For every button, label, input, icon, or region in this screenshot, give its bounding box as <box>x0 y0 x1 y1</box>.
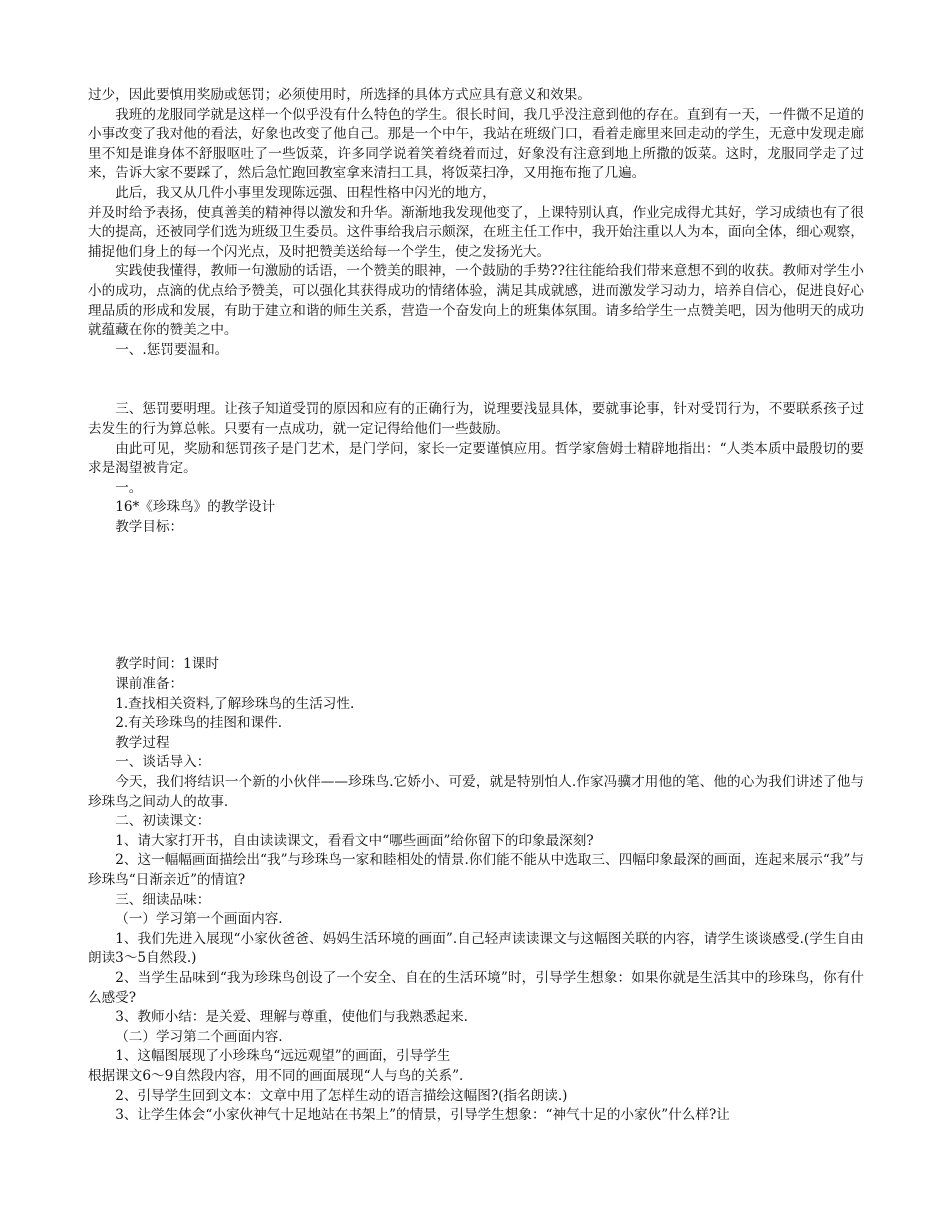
paragraph: 此后，我又从几件小事里发现陈远强、田程性格中闪光的地方， <box>115 184 496 201</box>
list-item: 2、当学生品味到“我为珍珠鸟创设了一个安全、自在的生活环境”时，引导学生想象：如果你就是生活其中的珍珠鸟，你有什么感受? <box>88 969 864 1006</box>
paragraph: 过少，因此要慎用奖励或惩罚；必须使用时，所选择的具体方式应具有意义和效果。 <box>88 87 591 103</box>
list-item: 3、教师小结：是关爱、理解与尊重，使他们与我熟悉起来. <box>115 1009 468 1026</box>
section-heading: 教学目标： <box>115 518 184 535</box>
blank-space <box>88 360 864 400</box>
paragraph: 根据课文6～9自然段内容，用不同的画面展现“人与鸟的关系”. <box>88 1067 464 1084</box>
paragraph: 教学时间：1课时 <box>115 656 219 673</box>
subsection-heading: （一）学习第一个画面内容. <box>115 911 283 928</box>
paragraph: 三、惩罚要明理。让孩子知道受罚的原因和应有的正确行为，说理要浅显具体，要就事论事，针对受罚行为，不要联系孩子过去发生的行为算总帐。只要有一点成功，就一定记得给他们一些鼓励。 <box>88 401 864 437</box>
section-heading: 课前准备： <box>115 676 184 693</box>
paragraph: 实践使我懂得，教师一句激励的话语，一个赞美的眼神，一个鼓励的手势??往往能给我们带来意想不到的收获。教师对学生小小的成功，点滴的优点给予赞美，可以强化其获得成功的情绪体验，满足其成就感，进而激发学习动力，培养自信心，促进良好心理品质的形成和发展，有助于建立和谐的师生关系，营造一个奋发向上的班集体氛围。请多给学生一点赞美吧，因为他明天的成功就蕴藏在你的赞美之中。 <box>88 263 864 339</box>
list-item: 2、引导学生回到文本：文章中用了怎样生动的语言描绘这幅图?(指名朗读.) <box>115 1087 568 1104</box>
blank-space <box>88 537 864 655</box>
paragraph: 由此可见，奖励和惩罚孩子是门艺术，是门学问，家长一定要谨慎应用。哲学家詹姆士精辟地指出：“人类本质中最殷切的要求是渴望被肯定。 <box>88 440 864 477</box>
section-heading: 二、初读课文： <box>115 813 211 830</box>
list-item: 3、让学生体会“小家伙神气十足地站在书架上”的情景，引导学生想象：“神气十足的小家伙”什么样?让 <box>115 1107 730 1124</box>
list-item: 1、我们先进入展现“小家伙爸爸、妈妈生活环境的画面”.自己轻声读读课文与这幅图关联的内容，请学生谈谈感受.(学生自由朗读3～5自然段.) <box>88 930 864 967</box>
list-item: 1、请大家打开书，自由读读课文，看看文中“哪些画面”给你留下的印象最深刻? <box>115 832 594 849</box>
document-page <box>88 86 864 1126</box>
paragraph: 今天，我们将结识一个新的小伙伴——珍珠鸟.它娇小、可爱，就是特别怕人.作家冯骥才用他的笔、他的心为我们讲述了他与珍珠鸟之间动人的故事. <box>88 774 864 810</box>
section-heading: 三、细读品味： <box>115 891 211 908</box>
subsection-heading: （二）学习第二个画面内容. <box>115 1028 283 1045</box>
paragraph: 并及时给予表扬，使真善美的精神得以激发和升华。渐渐地我发现他变了，上课特别认真，作业完成得尤其好，学习成绩也有了很大的提高，还被同学们选为班级卫生委员。这件事给我启示颇深，在班主任工作中，我开始注重以人为本，面向全体，细心观察，捕捉他们身上的每一个闪光点，及时把赞美送给每一个学生，使之发扬光大。 <box>88 204 864 260</box>
section-heading: 教学过程 <box>115 734 170 751</box>
paragraph: 我班的龙服同学就是这样一个似乎没有什么特色的学生。很长时间，我几乎没注意到他的存在。直到有一天，一件微不足道的小事改变了我对他的看法，好象也改变了他自己。那是一个中午，我站在班级门口，看着走廊里来回走动的学生，无意中发现走廊里不知是谁身体不舒服呕吐了一些饭菜，许多同学说着笑着绕着而过，好象没有注意到地上所撒的饭菜。这时，龙服同学走了过来，告诉大家不要踩了，然后急忙跑回教室拿来清扫工具，将饭菜扫净，又用拖布拖了几遍。 <box>88 106 864 182</box>
document-title: 16*《珍珠鸟》的教学设计 <box>115 499 276 516</box>
list-item: 2、这一幅幅画面描绘出“我”与珍珠鸟一家和睦相处的情景.你们能不能从中选取三、四幅印象最深的画面，连起来展示“我”与珍珠鸟“日渐亲近”的情谊? <box>88 852 864 888</box>
list-item: 1.查找相关资料,了解珍珠鸟的生活习性. <box>115 695 355 712</box>
section-heading: 一、谈话导入： <box>115 754 211 771</box>
section-heading: 一、.惩罚要温和。 <box>115 341 229 358</box>
paragraph: 一。 <box>115 479 143 496</box>
list-item: 1、这幅图展现了小珍珠鸟“远远观望”的画面，引导学生 <box>115 1048 451 1065</box>
list-item: 2.有关珍珠鸟的挂图和课件. <box>115 715 283 732</box>
